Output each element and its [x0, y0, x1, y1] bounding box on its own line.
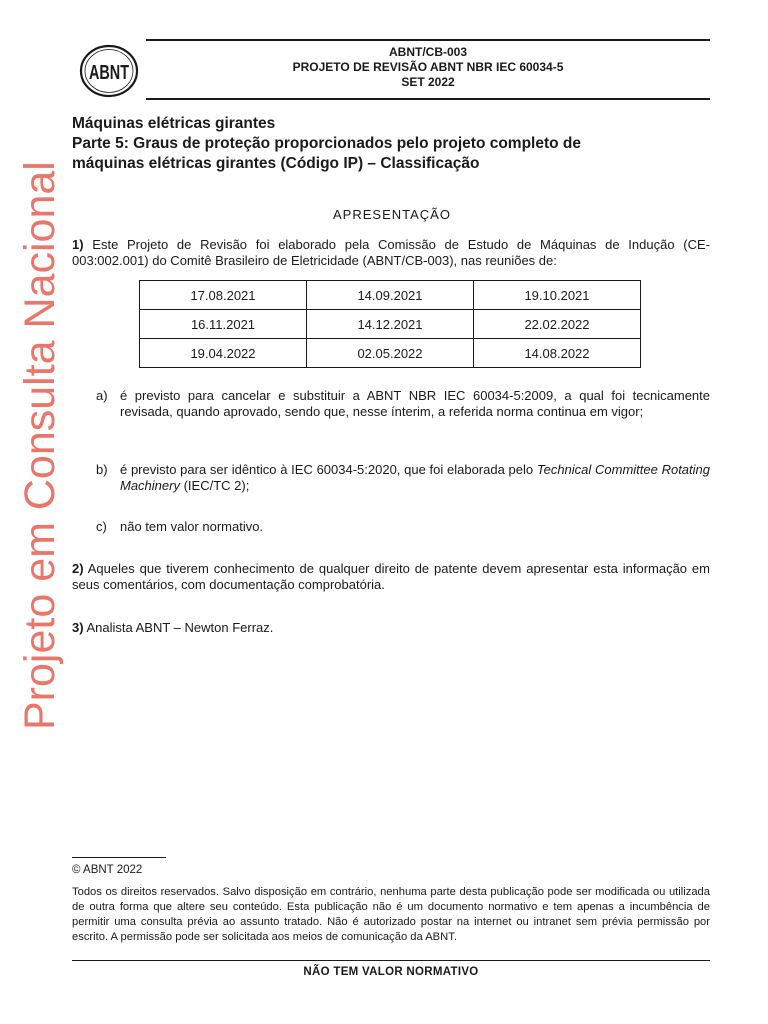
list-item-label: a)	[96, 388, 108, 403]
paragraph-3-number: 3)	[72, 620, 84, 635]
table-cell: 19.04.2022	[140, 339, 307, 368]
document-title	[72, 114, 712, 174]
list-item-text-post: (IEC/TC 2);	[179, 478, 250, 493]
copyright: © ABNT 2022	[72, 864, 143, 876]
table-cell: 17.08.2021	[140, 281, 307, 310]
watermark-text: Projeto em Consulta Nacional	[16, 161, 64, 730]
header-committee: ABNT/CB-003	[388, 45, 467, 59]
paragraph-1	[72, 237, 710, 269]
logo-text: ABNT	[89, 62, 129, 84]
table-cell: 14.08.2022	[474, 339, 641, 368]
title-line-1: Máquinas elétricas girantes	[72, 115, 276, 132]
copyright-rule	[72, 857, 166, 858]
rights-notice: Todos os direitos reservados. Salvo disposição em contrário, nenhuma parte desta publicação pode ser modificada ou utilizada de outra forma que altere seu conteúdo. Esta publicação não é um documento normativo e tem apenas a incumbência de permitir uma consulta prévia ao assunto tratado. Não é autorizado postar na internet ou intranet sem prévia permissão por escrito. A permissão pode ser solicitada aos meios de comunicação da ABNT.	[72, 886, 710, 943]
footer-rule	[72, 960, 710, 961]
table-cell: 02.05.2022	[307, 339, 474, 368]
table-row	[140, 281, 641, 310]
paragraph-2-number: 2)	[72, 561, 84, 576]
title-line-3: máquinas elétricas girantes (Código IP) – Classificação	[72, 155, 480, 172]
document-header	[146, 45, 710, 90]
title-line-2: Parte 5: Graus de proteção proporcionados pelo projeto completo de	[72, 135, 582, 152]
paragraph-3-text: Analista ABNT – Newton Ferraz.	[86, 620, 274, 635]
list-item-a	[96, 388, 710, 420]
paragraph-2	[72, 561, 710, 593]
table-cell: 14.12.2021	[307, 310, 474, 339]
table-row	[140, 339, 641, 368]
footer-notice: NÃO TEM VALOR NORMATIVO	[303, 966, 479, 978]
table-cell: 14.09.2021	[307, 281, 474, 310]
header-rule-top	[146, 39, 710, 41]
header-date: SET 2022	[401, 75, 455, 89]
paragraph-1-number: 1)	[72, 237, 84, 252]
list-item-c	[96, 519, 710, 535]
table-row	[140, 310, 641, 339]
list-item-b	[96, 462, 710, 494]
committee-name: Technical Committee Rotating Machinery	[120, 462, 710, 493]
list-item-text	[120, 462, 710, 494]
paragraph-2-text: Aqueles que tiverem conhecimento de qualquer direito de patente devem apresentar esta informação em seus comentários, com documentação comprobatória.	[72, 561, 710, 592]
list-item-text: não tem valor normativo.	[120, 519, 264, 534]
list-item-text: é previsto para cancelar e substituir a ABNT NBR IEC 60034-5:2009, a qual foi tecnicamente revisada, quando aprovado, sendo que, nesse ínterim, a referida norma continua em vigor;	[120, 388, 710, 419]
paragraph-3	[72, 620, 710, 636]
table-cell: 22.02.2022	[474, 310, 641, 339]
meetings-table	[139, 280, 641, 368]
table-cell: 16.11.2021	[140, 310, 307, 339]
paragraph-1-text: Este Projeto de Revisão foi elaborado pela Comissão de Estudo de Máquinas de Indução (CE-003:002.001) do Comitê Brasileiro de Eletricidade (ABNT/CB-003), nas reuniões de:	[72, 237, 710, 268]
table-cell: 19.10.2021	[474, 281, 641, 310]
header-project: PROJETO DE REVISÃO ABNT NBR IEC 60034-5	[292, 60, 564, 74]
header-rule-bottom	[146, 98, 710, 100]
list-item-label: b)	[96, 462, 108, 477]
abnt-logo	[78, 44, 140, 98]
section-heading: APRESENTAÇÃO	[333, 207, 451, 222]
list-item-text-pre: é previsto para ser idêntico à IEC 60034-5:2020, que foi elaborada pelo	[120, 462, 537, 477]
list-item-label: c)	[96, 519, 107, 534]
